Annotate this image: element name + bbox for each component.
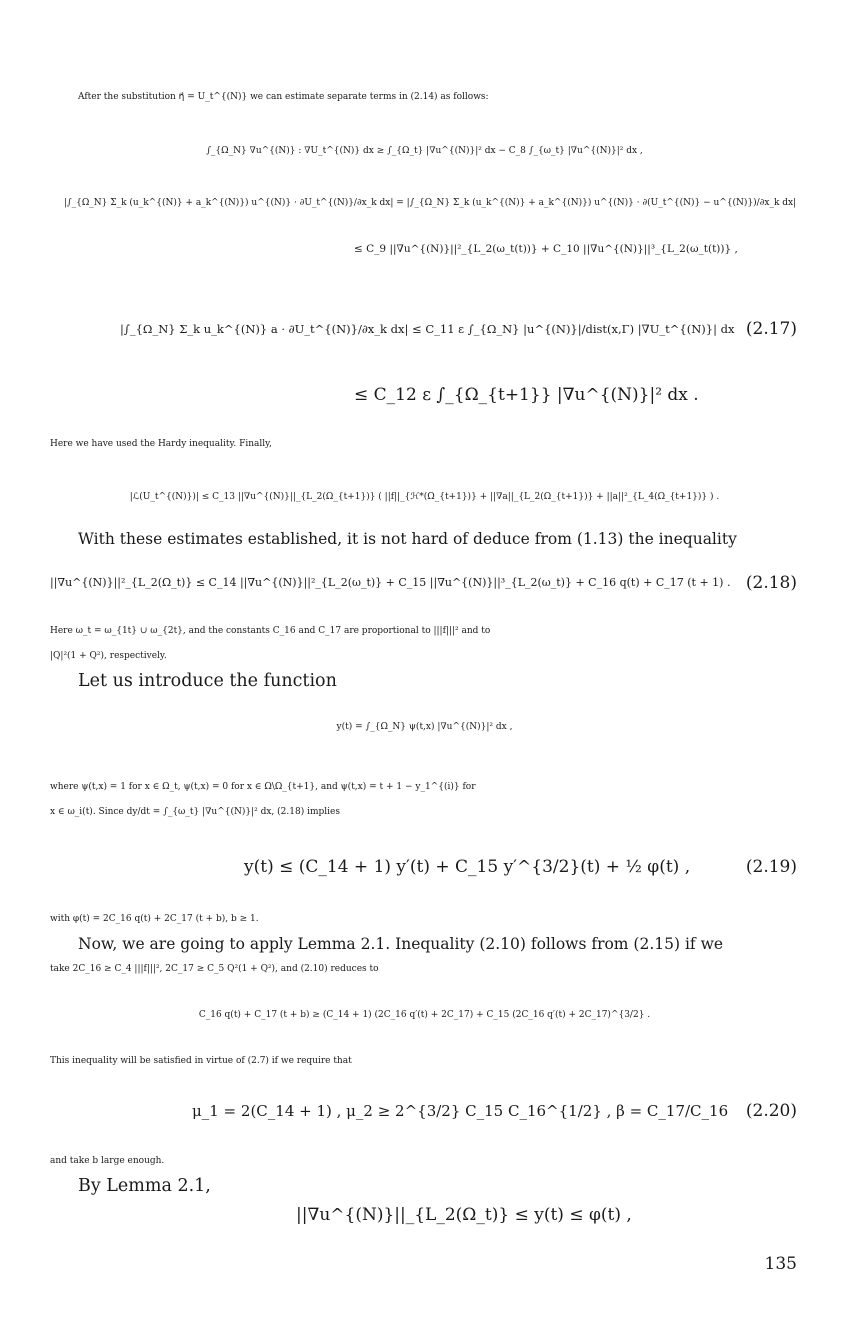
text-line-1: After the substitution η⃗ = U_t^{(N)} we can estimate separate terms in (2.14) as follows:	[78, 92, 489, 102]
equation-line-21: C_16 q(t) + C_17 (t + b) ≥ (C_14 + 1) (2C_16 q′(t) + 2C_17) + C_15 (2C_16 q′(t) + 2C_17)^{3/2} .	[198, 1010, 651, 1020]
text-line-22: This inequality will be satisfied in virtue of (2.7) if we require that	[50, 1056, 352, 1066]
text-line-24: and take b large enough.	[50, 1156, 165, 1166]
text-line-9: With these estimates established, it is not hard of deduce from (1.13) the inequality	[78, 530, 737, 548]
equation-line-6: ≤ C_12 ε ∫_{Ω_{t+1}} |∇u^{(N)}|² dx .	[354, 385, 699, 405]
text-line-20: take 2C_16 ≥ C_4 |||f|||², 2C_17 ≥ C_5 Q²(1 + Q²), and (2.10) reduces to	[50, 964, 379, 974]
equation-line-14: y(t) = ∫_{Ω_N} ψ(t,x) |∇u^{(N)}|² dx ,	[336, 722, 513, 732]
equation-line-4: ≤ C_9 ||∇u^{(N)}||²_{L_2(ω_t(t))} + C_10 ||∇u^{(N)}||³_{L_2(ω_t(t))} ,	[354, 243, 738, 255]
equation-number-2-19: (2.19)	[745, 857, 797, 877]
text-line-7: Here we have used the Hardy inequality. Finally,	[50, 439, 272, 449]
equation-line-23: μ_1 = 2(C_14 + 1) , μ_2 ≥ 2^{3/2} C_15 C_16^{1/2} , β = C_17/C_16	[192, 1102, 729, 1120]
text-line-12: |Q|²(1 + Q²), respectively.	[50, 651, 167, 661]
equation-line-3: |∫_{Ω_N} Σ_k (u_k^{(N)} + a_k^{(N)}) u^{(N)} · ∂U_t^{(N)}/∂x_k dx| = |∫_{Ω_N} Σ_k (u_k^{(N)} + a_k^{(N)}) u^{(N)} · ∂(U_t^{(N)} − u^{(N)})/∂x_k dx|	[63, 198, 797, 208]
equation-number-2-18: (2.18)	[745, 573, 797, 593]
text-line-18: with φ(t) = 2C_16 q(t) + 2C_17 (t + b), b ≥ 1.	[50, 914, 259, 924]
equation-line-8: |ℒ(U_t^{(N)})| ≤ C_13 ||∇u^{(N)}||_{L_2(Ω_{t+1})} ( ||f||_{ℋ*(Ω_{t+1})} + ||∇a||_{L_2(Ω_{t+1})} + ||a||²_{L_4(Ω_{t+1})} ) .	[129, 492, 720, 502]
equation-line-17: y(t) ≤ (C_14 + 1) y′(t) + C_15 y′^{3/2}(t) + ½ φ(t) ,	[244, 857, 691, 877]
equation-line-26: ||∇u^{(N)}||_{L_2(Ω_t)} ≤ y(t) ≤ φ(t) ,	[296, 1205, 632, 1225]
text-line-15: where ψ(t,x) = 1 for x ∈ Ω_t, ψ(t,x) = 0 for x ∈ Ω\Ω_{t+1}, and ψ(t,x) = t + 1 − y_1^{(i)} for	[50, 782, 476, 792]
text-line-25: By Lemma 2.1,	[78, 1176, 211, 1196]
equation-line-5: |∫_{Ω_N} Σ_k u_k^{(N)} a · ∂U_t^{(N)}/∂x_k dx| ≤ C_11 ε ∫_{Ω_N} |u^{(N)}|/dist(x,Γ) |∇U_t^{(N)}| dx	[120, 322, 735, 336]
page-number: 135	[764, 1254, 797, 1274]
equation-number-2-17: (2.17)	[745, 319, 797, 339]
text-line-16: x ∈ ω_i(t). Since dy/dt = ∫_{ω_t} |∇u^{(N)}|² dx, (2.18) implies	[50, 807, 340, 817]
equation-number-2-20: (2.20)	[745, 1101, 797, 1121]
equation-line-10: ||∇u^{(N)}||²_{L_2(Ω_t)} ≤ C_14 ||∇u^{(N)}||²_{L_2(ω_t)} + C_15 ||∇u^{(N)}||³_{L_2(ω_t)} + C_16 q(t) + C_17 (t + 1) .	[50, 576, 731, 589]
equation-line-2: ∫_{Ω_N} ∇u^{(N)} : ∇U_t^{(N)} dx ≥ ∫_{Ω_t} |∇u^{(N)}|² dx − C_8 ∫_{ω_t} |∇u^{(N)}|² dx ,	[206, 146, 643, 156]
text-line-13: Let us introduce the function	[78, 671, 337, 691]
text-line-11: Here ω_t = ω_{1t} ∪ ω_{2t}, and the constants C_16 and C_17 are proportional to |||f|||² and to	[50, 626, 491, 636]
text-line-19: Now, we are going to apply Lemma 2.1. Inequality (2.10) follows from (2.15) if we	[78, 935, 724, 953]
